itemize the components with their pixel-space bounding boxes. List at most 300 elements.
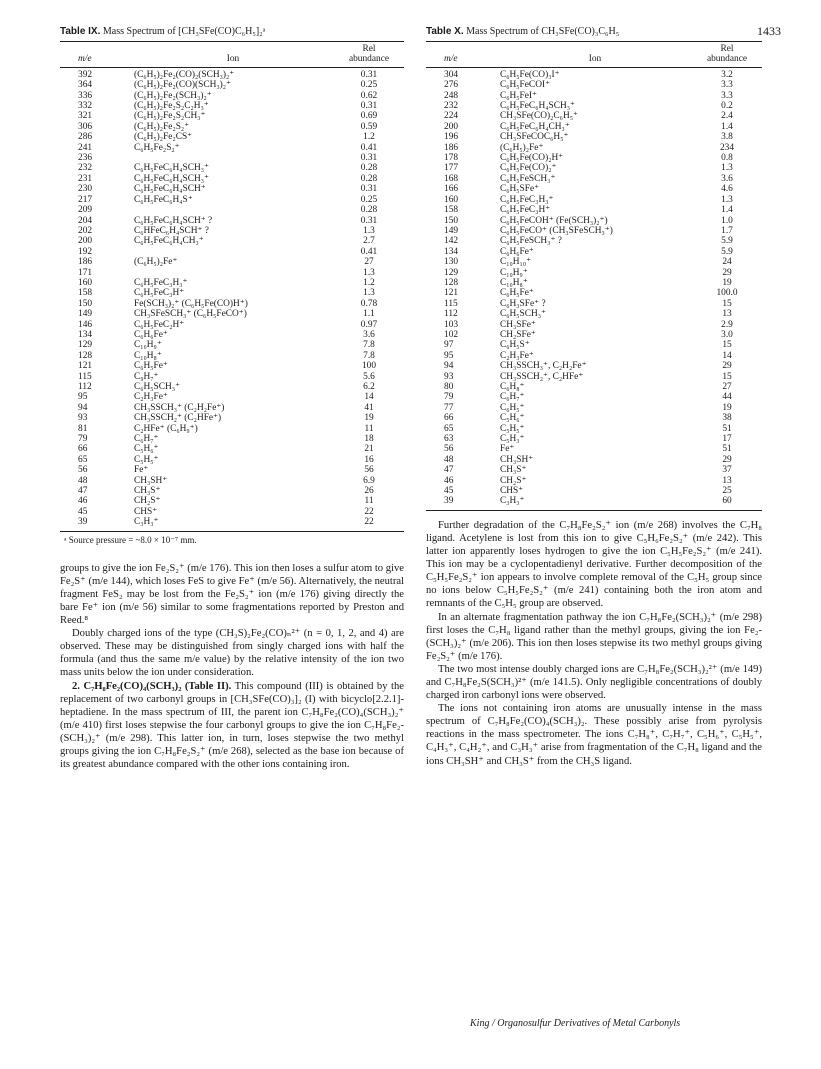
table-x-row [426,247,762,257]
table-ix-ion-cell: C₆H₆Fe⁺ [134,329,168,340]
table-ix-row [60,434,404,444]
table-x-me-cell: 186 [444,142,459,153]
table-x-me-cell: 77 [444,402,454,413]
table-x-row [426,486,762,496]
table-ix-row [60,80,404,90]
table-x-abundance-cell: 4.6 [721,184,733,195]
table-ix-me-cell: 149 [78,309,93,320]
table-x [426,41,762,511]
table-x-me-cell: 94 [444,361,454,372]
table-x-ion-cell: C₆H₅FeSCH₃⁺ ? [500,236,562,247]
table-ix-abundance-cell: 6.9 [363,475,375,486]
table-x-ion-cell: CHS⁺ [500,486,524,497]
table-x-ion-cell: CH₃SFe(CO)₂C₆H₅⁺ [500,111,578,122]
table-x-abundance-cell: 29 [722,454,732,465]
table-ix-row [60,111,404,121]
table-x-abundance-cell: 15 [722,371,732,382]
table-ix-me-cell: 230 [78,184,93,195]
table-ix-ion-cell: (C₆H₅)₂Fe₂S₂C₂H₃⁺ [134,101,209,112]
table-ix-abundance-cell: 0.41 [360,142,378,153]
table-x-caption: Mass Spectrum of CH₃SFe(CO)₃C₆H₅ [466,26,620,37]
table-ix-row [60,465,404,475]
table-x-me-cell: 232 [444,101,459,112]
table-x-abundance-cell: 37 [722,465,732,476]
table-ix-ion-cell: CH₃SFeSCH₃⁺ (C₆H₅FeCO⁺) [134,309,247,320]
table-ix-me-cell: 306 [78,121,93,132]
table-ix-ion-cell: (C₆H₅)₂Fe₂(CO)(SCH₃)₂⁺ [134,80,231,91]
table-ix-abundance-cell: 14 [364,392,374,403]
table-ix-ion-cell: C₆H₅FeC₆H₄SCH⁺ ? [134,215,213,226]
table-x-row [426,268,762,278]
table-ix-row [60,67,404,80]
table-ix-label: Table IX. [60,26,101,37]
table-ix-abundance-cell: 0.28 [360,173,378,184]
table-x-abundance-cell: 100.0 [716,288,738,299]
left-paragraph-1: groups to give the ion Fe₂S₂⁺ (m/e 176). This ion then loses a sulfur atom to give Fe₂S⁺ (m/e 144), which loses FeS to give Fe⁺ (m/e 56). Alternatively, the neutral fragment FeS₂ may be lost from the Fe₂S₂⁺ ion (m/e 176) giving directly the bare Fe⁺ ion (m/e 56) similar to some fragmentations reported by Preston and Reed.⁸ [60,562,404,627]
table-ix-abundance-cell: 1.3 [363,225,375,236]
table-ix-me-cell: 171 [78,267,93,278]
table-x-me-cell: 39 [426,496,498,510]
table-x-ion-cell: C₆H₅FeI⁺ [500,90,538,101]
table-ix-abundance-cell: 0.97 [360,319,378,330]
table-ix-abundance-cell: 0.28 [360,163,378,174]
table-ix-row [60,247,404,257]
table-ix-me-cell: 286 [78,132,93,143]
table-x-me-cell: 196 [444,132,459,143]
table-x-header-ion: Ion [498,54,692,67]
table-ix-ion-cell: CH₂S⁺ [134,496,161,507]
table-x-me-cell: 47 [444,465,454,476]
table-ix-abundance-cell: 26 [364,486,374,497]
table-x-row [426,226,762,236]
table-x-ion-cell: C₆H₅S⁺ [500,340,530,351]
table-x-abundance-cell: 234 [719,142,735,153]
table-x-row [426,330,762,340]
right-body-text [426,519,762,768]
table-ix-abundance-cell: 7.8 [363,350,375,361]
table-ix-row [60,382,404,392]
table-x-me-cell: 46 [444,475,454,486]
table-ix-ion-cell: C₃H₃⁺ [132,517,334,531]
table-x-abundance-cell: 1.0 [721,215,733,226]
table-ix-me-cell: 232 [78,163,93,174]
table-ix-abundance-cell: 2.7 [363,236,375,247]
table-x-abundance-cell: 24 [722,257,732,268]
table-ix-ion-cell [132,268,334,278]
table-x-body [426,67,762,510]
table-ix-ion-cell: C₆H₅FeC₃H⁺ [134,288,185,299]
table-x-abundance-cell: 3.3 [721,80,733,91]
table-ix-row [60,91,404,101]
table-ix-ion-cell: C₆H₇⁺ [134,434,159,445]
table-x-title [426,26,762,37]
table-ix-me-cell: 48 [78,475,88,486]
table-ix-ion-cell [132,153,334,163]
table-ix-ion-cell: C₁₀H₉⁺ [134,340,162,351]
table-x-ion-cell: C₆H₅SCH₃⁺ [500,309,547,320]
table-x-row [426,236,762,246]
table-x-row [426,455,762,465]
table-x-row [426,67,762,80]
table-x-me-cell: 304 [444,69,459,80]
table-x-row [426,444,762,454]
left-column [60,0,404,771]
table-x-me-cell: 63 [444,434,454,445]
table-x-abundance-cell: 3.0 [721,329,733,340]
table-ix-abundance-cell: 11 [364,423,374,434]
table-x-ion-cell: Fe⁺ [500,444,515,455]
table-ix-me-cell: 46 [78,496,88,507]
table-x-abundance-cell: 51 [722,423,732,434]
table-ix-row [60,184,404,194]
table-x-ion-cell: C₁₀H₉⁺ [500,267,528,278]
table-x-abundance-cell: 2.9 [721,319,733,330]
table-ix-row [60,517,404,531]
table-ix-ion-cell: C₆H₅FeC₃H₃⁺ [134,277,188,288]
table-x-ion-cell: CH₃SFeCOC₆H₅⁺ [500,132,569,143]
table-ix-row [60,403,404,413]
table-ix-row [60,132,404,142]
table-ix-abundance-cell: 0.41 [360,246,378,257]
table-x-abundance-cell: 38 [722,413,732,424]
table-x-me-cell: 160 [444,194,459,205]
table-x-ion-cell: C₆H₅SFe⁺ [500,184,540,195]
table-x-ion-cell: CH₃SSCH₃⁺, C₂H₂Fe⁺ [500,361,587,372]
table-x-abundance-cell: 19 [722,402,732,413]
table-ix-row [60,507,404,517]
table-x-me-cell: 112 [444,309,458,320]
table-ix-me-cell: 45 [78,506,88,517]
table-x-row [426,476,762,486]
table-ix-ion-cell: C₆H₅FeC₆H₄SCH₃⁺ [134,163,209,174]
table-x-row [426,163,762,173]
table-x-abundance-cell: 1.4 [721,121,733,132]
table-ix-row [60,257,404,267]
table-x-ion-cell: C₆H₃SFe⁺ ? [500,298,546,309]
table-ix-me-cell: 121 [78,361,93,372]
table-x-abundance-cell: 29 [722,361,732,372]
table-x-ion-cell: C₁₀H₈⁺ [500,277,528,288]
table-x-me-cell: 102 [444,329,459,340]
table-ix-abundance-cell: 56 [364,465,374,476]
table-ix-abundance-cell: 0.31 [360,69,378,80]
table-ix-me-cell: 129 [78,340,93,351]
table-x-me-cell: 168 [444,173,459,184]
right-paragraph-2: In an alternate fragmentation pathway the ion C₇H₈Fe₂(SCH₃)₂⁺ (m/e 298) first loses the C₇H₈ ligand rather than the methyl groups, giving the ion Fe₂-(SCH₃)₂⁺ (m/e 206). This ion then loses stepwise its two methyl groups giving Fe₂S₂⁺ (m/e 176). [426,611,762,662]
table-x-row [426,122,762,132]
table-x-me-cell: 56 [444,444,454,455]
table-x-row [426,80,762,90]
table-x-row [426,257,762,267]
table-x-row [426,153,762,163]
table-x-ion-cell: C₆H₅FeC₃H⁺ [500,205,551,216]
table-ix-me-cell: 236 [78,153,93,164]
table-x-me-cell: 200 [444,121,459,132]
table-x-me-cell: 224 [444,111,459,122]
table-x-abundance-cell: 0.2 [721,101,733,112]
table-x-abundance-cell: 17 [722,434,732,445]
table-ix-abundance-cell: 0.31 [360,215,378,226]
table-ix-me-cell: 217 [78,194,93,205]
table-ix-me-cell: 95 [78,392,88,403]
table-ix-abundance-cell: 3.6 [363,329,375,340]
table-x-me-cell: 95 [444,350,454,361]
table-ix-row [60,122,404,132]
table-x-ion-cell: CH₃SSCH₂⁺, C₂HFe⁺ [500,371,584,382]
table-x-row [426,205,762,215]
table-x-ion-cell: C₆H₅FeC₃H₃⁺ [500,194,554,205]
table-ix-ion-cell: CH₃SH⁺ [134,475,168,486]
table-ix [60,41,404,532]
table-ix-me-cell: 39 [60,517,132,531]
table-ix-title [60,26,404,37]
table-ix-abundance-cell: 0.31 [360,184,378,195]
table-ix-ion-cell: CH₃SSCH₃⁺ (C₂H₂Fe⁺) [134,402,225,413]
table-ix-me-cell: 56 [78,465,88,476]
table-ix-row [60,372,404,382]
table-x-me-cell: 103 [444,319,459,330]
table-ix-me-cell: 115 [78,371,92,382]
table-x-me-cell: 178 [444,153,459,164]
table-ix-me-cell: 202 [78,225,93,236]
table-ix-row [60,101,404,111]
table-x-abundance-cell: 15 [722,298,732,309]
table-ix-ion-cell: C₆H₅FeC₆H₄S⁺ [134,194,193,205]
table-x-ion-cell: C₆H₅⁺ [500,402,525,413]
table-x-row [426,101,762,111]
table-x-ion-cell: CH₂SFe⁺ [500,329,536,340]
table-x-me-cell: 248 [444,90,459,101]
table-ix-row [60,486,404,496]
table-ix-me-cell: 158 [78,288,93,299]
table-x-me-cell: 150 [444,215,459,226]
table-x-header-abundance-line2: abundance [692,54,762,67]
table-x-row [426,111,762,121]
table-x-ion-cell: C₆H₅Fe(CO)₃I⁺ [500,69,560,80]
table-x-row [426,309,762,319]
table-ix-row [60,143,404,153]
table-x-header-me: m/e [426,54,498,67]
table-ix-me-cell: 392 [78,69,93,80]
table-ix-me-cell: 94 [78,402,88,413]
table-x-row [426,195,762,205]
table-x-abundance-cell: 5.9 [721,246,733,257]
table-ix-header-abundance-line2: abundance [334,54,404,67]
table-ix-row [60,163,404,173]
table-x-ion-cell: C₆H₅FeCOI⁺ [500,80,551,91]
table-ix-ion-cell: C₅H₆⁺ [134,444,159,455]
table-ix-body [60,67,404,531]
table-x-header-abundance-line1: Rel [692,42,762,55]
table-x-ion-cell: CH₃S⁺ [500,465,527,476]
table-x-abundance-cell: 5.9 [721,236,733,247]
table-x-me-cell: 79 [444,392,454,403]
table-ix-abundance-cell: 1.3 [363,267,375,278]
table-x-ion-cell: C₂H₃Fe⁺ [500,350,534,361]
right-column [426,0,762,768]
table-ix-row [60,236,404,246]
table-x-ion-cell: C₆H₅Fe⁺ [500,288,534,299]
table-ix-header-me: m/e [60,54,132,67]
table-x-row [426,288,762,298]
table-x-row [426,340,762,350]
table-x-me-cell: 121 [444,288,459,299]
table-ix-me-cell: 321 [78,111,93,122]
table-ix-me-cell: 186 [78,257,93,268]
table-x-label: Table X. [426,26,464,37]
table-ix-row [60,288,404,298]
table-ix-abundance-cell: 22 [364,506,374,517]
table-x-ion-cell: C₆H₅Fe(CO)₂H⁺ [500,153,564,164]
table-ix-abundance-cell: 0.31 [360,101,378,112]
table-x-ion-cell: C₅H₅⁺ [500,423,525,434]
table-x-ion-cell: CH₃SH⁺ [500,454,534,465]
table-x-ion-cell: C₆H₅FeC₆H₄SCH₃⁺ [500,101,575,112]
table-x-row [426,424,762,434]
table-ix-row [60,476,404,486]
table-x-ion-cell: CH₂S⁺ [500,475,527,486]
table-x-abundance-cell: 1.4 [721,205,733,216]
table-ix-abundance-cell: 0.28 [360,205,378,216]
table-x-ion-cell: CH₃SFe⁺ [500,319,536,330]
table-x-abundance-cell: 15 [722,340,732,351]
table-ix-me-cell: 241 [78,142,93,153]
table-ix-row [60,413,404,423]
table-x-me-cell: 276 [444,80,459,91]
table-ix-row [60,268,404,278]
table-ix-abundance-cell: 0.62 [360,90,378,101]
table-ix-abundance-cell: 0.25 [360,80,378,91]
table-ix-row [60,174,404,184]
table-ix-ion-cell: (C₆H₅)₂Fe₂(CO)₂(SCH₃)₂⁺ [134,69,235,80]
table-x-row [426,413,762,423]
table-ix-me-cell: 81 [78,423,88,434]
table-x-abundance-cell: 60 [692,496,762,510]
table-ix-abundance-cell: 100 [361,361,377,372]
table-ix-me-cell: 200 [78,236,93,247]
table-ix-ion-cell: C₆HFeC₆H₄SCH⁺ ? [134,225,209,236]
table-ix-footnote: ᵃ Source pressure = ~8.0 × 10⁻⁷ mm. [64,534,197,545]
table-ix-row [60,330,404,340]
table-ix-row [60,361,404,371]
table-x-me-cell: 115 [444,298,458,309]
table-x-row [426,132,762,142]
table-x-me-cell: 177 [444,163,459,174]
table-x-ion-cell: C₁₀H₁₀⁺ [500,257,532,268]
table-x-abundance-cell: 0.8 [721,153,733,164]
table-ix-row [60,278,404,288]
table-x-ion-cell: C₆H₅FeSCH₃⁺ [500,173,556,184]
table-x-row [426,143,762,153]
table-ix-abundance-cell: 6.2 [363,382,375,392]
table-ix-row [60,299,404,309]
table-ix-me-cell: 93 [78,413,88,424]
table-x-abundance-cell: 27 [722,382,732,392]
page-number: 1433 [757,24,781,38]
table-ix-header-ion: Ion [132,54,334,67]
table-ix-ion-cell: C₆H₅FeC₂H⁺ [134,319,185,330]
table-x-ion-cell: C₅H₆⁺ [500,413,525,424]
table-ix-me-cell: 332 [78,101,93,112]
table-x-abundance-cell: 13 [722,475,732,486]
table-ix-ion-cell: C₆H₅Fe₂S₂⁺ [134,142,180,153]
left-body-text [60,562,404,772]
table-ix-ion-cell: C₆H₅FeC₆H₄SCH⁺ [134,184,206,195]
table-x-abundance-cell: 13 [722,309,732,320]
table-ix-ion-cell: C₉H₇⁺ [134,371,159,382]
table-ix-ion-cell: (C₆H₅)₂Fe⁺ [134,257,178,268]
table-x-ion-cell: (C₆H₅)₂Fe⁺ [500,142,544,153]
table-x-row [426,361,762,371]
table-ix-row [60,340,404,350]
table-x-me-cell: 158 [444,205,459,216]
table-x-me-cell: 149 [444,225,459,236]
table-ix-abundance-cell: 0.69 [360,111,378,122]
table-ix-me-cell: 231 [78,173,93,184]
table-ix-ion-cell: Fe(SCH₃)₂⁺ (C₆H₅Fe(CO)H⁺) [134,298,248,309]
table-ix-abundance-cell: 21 [364,444,374,455]
table-ix-me-cell: 66 [78,444,88,455]
table-ix-row [60,226,404,236]
table-ix-me-cell: 65 [78,454,88,465]
table-x-abundance-cell: 14 [722,350,732,361]
table-x-abundance-cell: 44 [722,392,732,403]
table-ix-abundance-cell: 16 [364,454,374,465]
table-x-row [426,434,762,444]
table-ix-abundance-cell: 0.31 [360,153,378,164]
right-paragraph-4: The ions not containing iron atoms are unusually intense in the mass spectrum of C₇H₈Fe₂(CO)₄(SCH₃)₂. These possibly arise from pyrolysis reactions in the mass spectrometer. The ions C₇H₈⁺, C₇H₇⁺, C₅H₆⁺, C₅H₅⁺, C₄H₃⁺, C₄H₂⁺, and C₃H₃⁺ arise from fragmentation of the C₇H₈ ligand and the ions CH₃SH⁺ and CH₃S⁺ from the CH₃S ligand. [426,703,762,767]
table-ix-me-cell: 112 [78,382,92,392]
table-ix-ion-cell: Fe⁺ [134,465,149,476]
table-x-me-cell: 93 [444,371,454,382]
table-x-abundance-cell: 51 [722,444,732,455]
table-x-abundance-cell: 3.8 [721,132,733,143]
table-ix-row [60,424,404,434]
table-ix-row [60,153,404,163]
table-ix-me-cell: 204 [78,215,93,226]
table-x-ion-cell: C₆H₅Fe(CO)₂⁺ [500,163,557,174]
table-ix-row [60,455,404,465]
table-x-me-cell: 142 [444,236,459,247]
table-x-me-cell: 129 [444,267,459,278]
table-x-row [426,351,762,361]
table-ix-row [60,392,404,402]
table-x-me-cell: 65 [444,423,454,434]
table-ix-abundance-cell: 0.25 [360,194,378,205]
table-x-row [426,465,762,475]
table-ix-caption: Mass Spectrum of [CH₃SFe(CO)C₆H₅]₂ᵃ [102,26,266,37]
left-paragraph-3-body: This compound (III) is obtained by the replacement of two carbonyl groups in [CH₃SFe(CO)₃]₂ (I) with bicyclo[2.2.1]-heptadiene. In the mass spectrum of III, the parent ion C₇H₈Fe₂(CO)₄(SCH₃)₂⁺ (m/e 410) first loses stepwise the four carbonyl groups to give the ion C₇H₈Fe₂-(SCH₃)₂⁺ (m/e 298). This latter ion, in turn, loses stepwise the two methyl groups giving the ion C₇H₈Fe₂S₂⁺ (m/e 268), selected as the base ion because of its greatest abundance compared with the other ions containing iron. [60,680,404,771]
table-x-me-cell: 134 [444,246,459,257]
table-ix-me-cell: 364 [78,80,93,91]
table-ix-abundance-cell: 11 [364,496,374,507]
table-x-me-cell: 45 [444,486,454,497]
table-x-abundance-cell: 2.4 [721,111,733,122]
table-ix-me-cell: 209 [78,205,93,216]
table-ix-ion-cell: C₁₀H₈⁺ [134,350,162,361]
table-ix-ion-cell [132,205,334,215]
table-ix-row [60,195,404,205]
table-x-me-cell: 66 [444,413,454,424]
table-x-ion-cell: C₆H₅FeCO⁺ (CH₃SFeSCH₃⁺) [500,225,613,236]
table-ix-me-cell: 128 [78,350,93,361]
table-x-ion-cell: C₃H₃⁺ [498,496,692,510]
table-x-abundance-cell: 3.2 [721,69,733,80]
table-x-row [426,278,762,288]
table-ix-me-cell: 79 [78,434,88,445]
table-ix-me-cell: 134 [78,329,93,340]
table-x-me-cell: 128 [444,277,459,288]
